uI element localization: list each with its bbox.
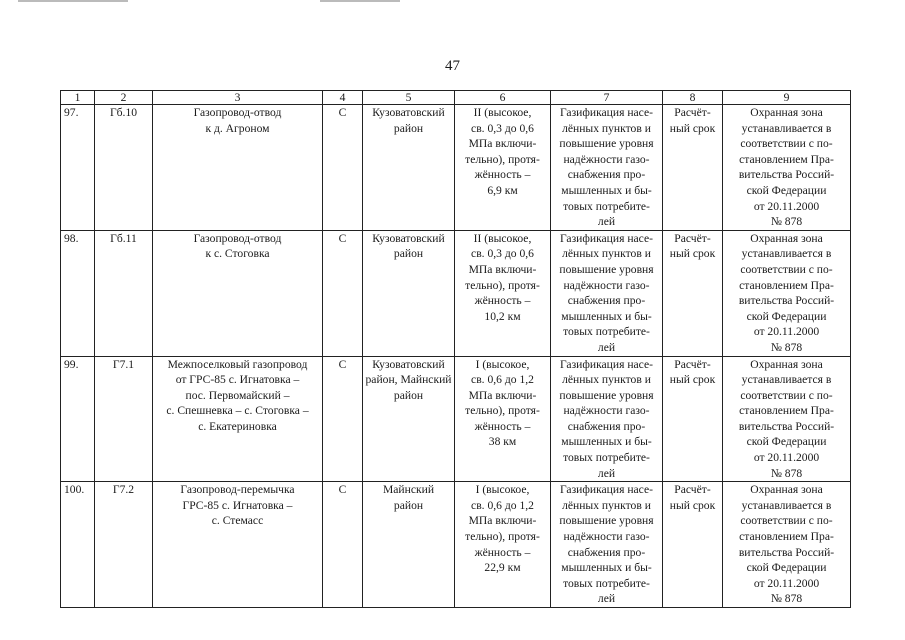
cell-purpose-line: товых потребите- — [563, 325, 650, 339]
cell-protection-zone-line: вительства Россий- — [738, 545, 835, 559]
cell-parameters-line: 6,9 км — [487, 183, 518, 197]
col-header-6: 6 — [455, 91, 551, 105]
col-header-5: 5 — [363, 91, 455, 105]
cell-term-line: ный срок — [669, 373, 716, 387]
cell-protection-zone-line: Охранная зона — [750, 231, 823, 245]
cell-protection-zone — [723, 482, 851, 608]
cell-district — [363, 230, 455, 356]
cell-district — [363, 356, 455, 482]
cell-district-line: район — [393, 121, 424, 135]
cell-object-name-line: ГРС-85 с. Игнатовка – — [182, 498, 293, 512]
col-header-3: 3 — [153, 91, 323, 105]
cell-purpose-line: лей — [597, 340, 616, 354]
cell-parameters-line: II (высокое, — [473, 231, 532, 245]
cell-parameters-line: жённость – — [474, 294, 531, 308]
cell-purpose-line: снабжения про- — [567, 168, 646, 182]
cell-parameters-line: тельно), протя- — [465, 278, 540, 292]
cell-parameters-line: тельно), протя- — [465, 152, 540, 166]
cell-protection-zone — [723, 356, 851, 482]
cell-object-name — [153, 482, 323, 608]
table-row — [61, 105, 851, 231]
cell-parameters-line: тельно), протя- — [465, 530, 540, 544]
cell-protection-zone-line: становлением Пра- — [739, 404, 834, 418]
cell-parameters-line: св. 0,3 до 0,6 — [471, 247, 534, 261]
cell-protection-zone-line: устанавливается в — [741, 498, 832, 512]
cell-term — [663, 356, 723, 482]
cell-number: 98. — [61, 230, 95, 356]
cell-protection-zone-line: становлением Пра- — [739, 278, 834, 292]
cell-purpose-line: мышленных и бы- — [561, 183, 652, 197]
cell-protection-zone-line: от 20.11.2000 — [753, 199, 820, 213]
cell-parameters — [455, 356, 551, 482]
cell-district-line: район — [393, 498, 424, 512]
cell-purpose-line: лей — [597, 592, 616, 606]
cell-purpose-line: надёжности газо- — [563, 530, 650, 544]
cell-purpose — [551, 482, 663, 608]
cell-type: С — [323, 230, 363, 356]
col-header-2: 2 — [95, 91, 153, 105]
cell-object-name-line: Газопровод-отвод — [193, 231, 282, 245]
cell-parameters — [455, 230, 551, 356]
cell-object-name-line: Газопровод-перемычка — [180, 483, 295, 497]
cell-term-line: ный срок — [669, 247, 716, 261]
cell-protection-zone-line: вительства Россий- — [738, 419, 835, 433]
cell-object-name — [153, 230, 323, 356]
cell-number: 99. — [61, 356, 95, 482]
cell-purpose-line: Газификация насе- — [560, 106, 653, 119]
cell-protection-zone-line: вительства Россий- — [738, 294, 835, 308]
table-row — [61, 356, 851, 482]
cell-type: С — [323, 482, 363, 608]
cell-term — [663, 482, 723, 608]
cell-object-name-line: к д. Агроном — [205, 121, 270, 135]
cell-parameters-line: I (высокое, — [475, 483, 530, 497]
cell-purpose-line: лённых пунктов и — [562, 121, 651, 135]
cell-purpose-line: повышение уровня — [559, 514, 654, 528]
cell-purpose-line: товых потребите- — [563, 576, 650, 590]
cell-protection-zone-line: соответствии с по- — [740, 514, 833, 528]
cell-protection-zone-line: от 20.11.2000 — [753, 451, 820, 465]
cell-purpose — [551, 105, 663, 231]
col-header-1: 1 — [61, 91, 95, 105]
cell-parameters-line: МПа включи- — [468, 262, 537, 276]
cell-parameters-line: св. 0,6 до 1,2 — [471, 498, 534, 512]
cell-parameters-line: 22,9 км — [484, 561, 521, 575]
cell-term-line: Расчёт- — [674, 231, 711, 245]
table-row — [61, 230, 851, 356]
cell-protection-zone-line: устанавливается в — [741, 373, 832, 387]
cell-purpose-line: Газификация насе- — [560, 231, 653, 245]
cell-purpose-line: снабжения про- — [567, 419, 646, 433]
cell-protection-zone — [723, 230, 851, 356]
cell-district — [363, 105, 455, 231]
cell-code: Г7.1 — [95, 356, 153, 482]
cell-object-name — [153, 105, 323, 231]
cell-protection-zone-line: Охранная зона — [750, 106, 823, 119]
cell-purpose-line: повышение уровня — [559, 262, 654, 276]
cell-parameters-line: жённость – — [474, 419, 531, 433]
page-number: 47 — [445, 58, 460, 74]
cell-district-line: Кузоватовский — [372, 106, 445, 119]
cell-protection-zone-line: от 20.11.2000 — [753, 576, 820, 590]
cell-parameters-line: тельно), протя- — [465, 404, 540, 418]
cell-district — [363, 482, 455, 608]
cell-parameters — [455, 482, 551, 608]
col-header-9: 9 — [723, 91, 851, 105]
cell-object-name-line: Газопровод-отвод — [193, 106, 282, 119]
cell-parameters-line: МПа включи- — [468, 137, 537, 151]
cell-protection-zone-line: вительства Россий- — [738, 168, 835, 182]
cell-protection-zone-line: устанавливается в — [741, 247, 832, 261]
cell-protection-zone-line: устанавливается в — [741, 121, 832, 135]
cell-term-line: Расчёт- — [674, 106, 711, 119]
cell-object-name-line: к с. Стоговка — [205, 247, 270, 261]
cell-district-line: Кузоватовский — [372, 231, 445, 245]
cell-term-line: Расчёт- — [674, 357, 711, 371]
cell-parameters-line: МПа включи- — [468, 514, 537, 528]
table-row — [61, 482, 851, 608]
cell-protection-zone — [723, 105, 851, 231]
cell-protection-zone-line: № 878 — [770, 592, 803, 606]
cell-purpose-line: лей — [597, 466, 616, 480]
cell-term-line: ный срок — [669, 121, 716, 135]
cell-purpose-line: повышение уровня — [559, 137, 654, 151]
cell-protection-zone-line: от 20.11.2000 — [753, 325, 820, 339]
cell-purpose-line: надёжности газо- — [563, 152, 650, 166]
cell-purpose-line: Газификация насе- — [560, 357, 653, 371]
cell-protection-zone-line: № 878 — [770, 466, 803, 480]
cell-protection-zone-line: соответствии с по- — [740, 137, 833, 151]
cell-object-name-line: с. Спешневка – с. Стоговка – — [166, 404, 309, 418]
cell-parameters-line: МПа включи- — [468, 388, 537, 402]
cell-parameters-line: 38 км — [488, 435, 517, 449]
cell-term — [663, 105, 723, 231]
cell-purpose-line: надёжности газо- — [563, 278, 650, 292]
cell-protection-zone-line: № 878 — [770, 215, 803, 229]
cell-type: С — [323, 356, 363, 482]
cell-protection-zone-line: Охранная зона — [750, 483, 823, 497]
cell-term-line: ный срок — [669, 498, 716, 512]
cell-object-name-line: пос. Первомайский – — [185, 388, 290, 402]
scan-edge-mark — [320, 0, 400, 2]
cell-purpose-line: мышленных и бы- — [561, 435, 652, 449]
cell-object-name-line: с. Стемасс — [211, 514, 264, 528]
cell-purpose-line: снабжения про- — [567, 545, 646, 559]
cell-code: Г7.2 — [95, 482, 153, 608]
cell-object-name — [153, 356, 323, 482]
cell-protection-zone-line: ской Федерации — [746, 183, 827, 197]
cell-district-line: район, Майнский — [365, 373, 452, 387]
cell-object-name-line: от ГРС-85 с. Игнатовка – — [175, 373, 300, 387]
cell-term — [663, 230, 723, 356]
cell-object-name-line: с. Екатериновка — [198, 419, 277, 433]
cell-parameters-line: св. 0,6 до 1,2 — [471, 373, 534, 387]
cell-parameters-line: 10,2 км — [484, 309, 521, 323]
cell-district-line: Майнский — [382, 483, 435, 497]
cell-purpose-line: лённых пунктов и — [562, 373, 651, 387]
cell-purpose-line: лей — [597, 215, 616, 229]
cell-parameters-line: св. 0,3 до 0,6 — [471, 121, 534, 135]
cell-purpose-line: мышленных и бы- — [561, 309, 652, 323]
cell-protection-zone-line: становлением Пра- — [739, 152, 834, 166]
cell-district-line: район — [393, 247, 424, 261]
cell-number: 97. — [61, 105, 95, 231]
cell-protection-zone-line: ской Федерации — [746, 435, 827, 449]
col-header-8: 8 — [663, 91, 723, 105]
cell-protection-zone-line: Охранная зона — [750, 357, 823, 371]
cell-protection-zone-line: ской Федерации — [746, 309, 827, 323]
cell-purpose-line: товых потребите- — [563, 199, 650, 213]
cell-parameters — [455, 105, 551, 231]
cell-purpose-line: лённых пунктов и — [562, 498, 651, 512]
cell-protection-zone-line: № 878 — [770, 340, 803, 354]
cell-purpose-line: снабжения про- — [567, 294, 646, 308]
cell-purpose-line: Газификация насе- — [560, 483, 653, 497]
cell-district-line: район — [393, 388, 424, 402]
cell-purpose-line: лённых пунктов и — [562, 247, 651, 261]
cell-purpose-line: повышение уровня — [559, 388, 654, 402]
cell-code: Гб.11 — [95, 230, 153, 356]
col-header-7: 7 — [551, 91, 663, 105]
col-header-4: 4 — [323, 91, 363, 105]
cell-protection-zone-line: становлением Пра- — [739, 530, 834, 544]
cell-parameters-line: жённость – — [474, 168, 531, 182]
cell-parameters-line: I (высокое, — [475, 357, 530, 371]
cell-protection-zone-line: соответствии с по- — [740, 388, 833, 402]
cell-parameters-line: II (высокое, — [473, 106, 532, 119]
cell-purpose — [551, 230, 663, 356]
cell-purpose-line: надёжности газо- — [563, 404, 650, 418]
cell-object-name-line: Межпоселковый газопровод — [167, 357, 308, 371]
header-row — [61, 91, 851, 105]
cell-number: 100. — [61, 482, 95, 608]
cell-term-line: Расчёт- — [674, 483, 711, 497]
cell-district-line: Кузоватовский — [372, 357, 445, 371]
cell-purpose — [551, 356, 663, 482]
cell-parameters-line: жённость – — [474, 545, 531, 559]
cell-protection-zone-line: ской Федерации — [746, 561, 827, 575]
data-table — [60, 90, 851, 608]
cell-type: С — [323, 105, 363, 231]
cell-protection-zone-line: соответствии с по- — [740, 262, 833, 276]
cell-code: Гб.10 — [95, 105, 153, 231]
scan-edge-mark — [18, 0, 128, 2]
cell-purpose-line: товых потребите- — [563, 451, 650, 465]
cell-purpose-line: мышленных и бы- — [561, 561, 652, 575]
